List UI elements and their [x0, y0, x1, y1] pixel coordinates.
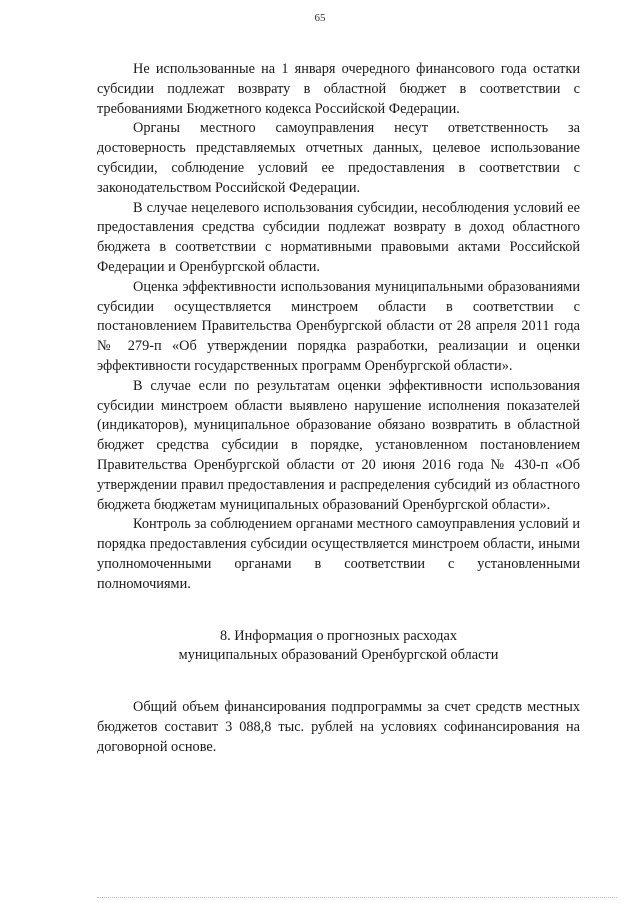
paragraph-financing-total: Общий объем финансирования подпрограммы за счет средств местных бюджетов составит 3 088,8 тыс. рублей на условиях софинансирования на договорной основе. — [97, 699, 580, 755]
paragraph-responsibility: Органы местного самоуправления несут ответственность за достоверность представляемых отчетных данных, целевое использование субсидии, соблюдение условий ее предоставления в соответствии с законодательством Российской Федерации. — [97, 120, 580, 196]
page-number: 65 — [314, 12, 326, 24]
paragraph-efficiency-assessment: Оценка эффективности использования муниципальными образованиями субсидии осуществляется минстроем области в соответствии с постановлением Правительства Оренбургской области от 28 апреля 2011 года № 279-п «Об утверждении порядка разработки, реализации и оценки эффективности государственных программ Оренбургской области». — [97, 278, 580, 374]
section-heading-line1: 8. Информация о прогнозных расходах — [219, 627, 458, 644]
section-heading — [97, 627, 580, 667]
paragraph-violation-return: В случае если по результатам оценки эффективности использования субсидии минстроем области выявлено нарушение исполнения показателей (индикаторов), муниципальное образование обязано возвратить в областной бюджет средства субсидии в порядке, установленном постановлением Правительства Оренбургской области от 20 июня 2016 года № 430-п «Об утверждении правил предоставления и распределения субсидий из областного бюджета бюджетам муниципальных образований Оренбургской области». — [97, 377, 580, 513]
document-body — [97, 60, 580, 758]
paragraph-unused-balances: Не использованные на 1 января очередного финансового года остатки субсидии подлежат возврату в областной бюджет в соответствии с требованиями Бюджетного кодекса Российской Федерации. — [97, 61, 580, 117]
section-heading-line2: муниципальных образований Оренбургской области — [178, 647, 499, 664]
paragraph-misuse-return: В случае нецелевого использования субсидии, несоблюдения условий ее предоставления средства субсидии подлежат возврату в доход областного бюджета в соответствии с нормативными правовыми актами Российской Федерации и Оренбургской области. — [97, 199, 580, 275]
scan-artifact-line — [97, 893, 617, 898]
paragraph-control: Контроль за соблюдением органами местного самоуправления условий и порядка предоставления субсидии осуществляется минстроем области, иными уполномоченными органами в соответствии с установленными полномочиями. — [97, 516, 580, 592]
